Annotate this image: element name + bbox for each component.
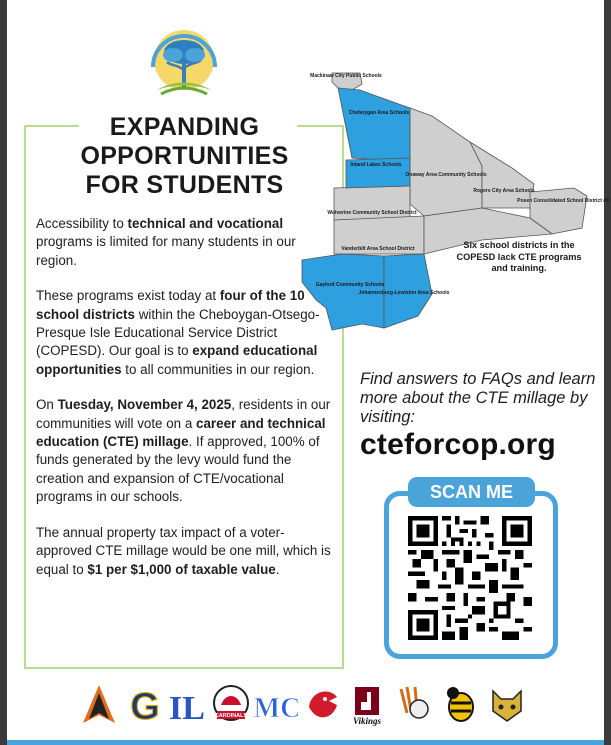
cardinals-logo: [211, 683, 251, 727]
bottom-accent-band: [7, 740, 604, 745]
label-mackinaw-city: Mackinaw City Public Schools: [310, 73, 382, 79]
warrior-logo: [393, 683, 433, 727]
paragraph-programs: These programs exist today at four of the 10 school districts within the Cheboygan-Otsego-Presque Isle Educational Service District (COPESD). Our goal is to expand educational opportunities to all communities in our region.: [36, 288, 320, 377]
map-caption: Six school districts in the COPESD lack CTE programs and training.: [456, 240, 582, 273]
label-gaylord: Gaylord Community Schools: [315, 282, 385, 288]
gaylord-g-logo: [125, 683, 165, 727]
svg-text:Vikings: Vikings: [352, 716, 382, 726]
arrowhead-logo: [79, 683, 119, 727]
tree-logo: [143, 22, 225, 100]
label-onaway: Onaway Area Community Schools: [405, 172, 487, 178]
page-title: [47, 113, 322, 200]
scan-me-label: SCAN ME: [408, 477, 535, 507]
district-map: [282, 68, 609, 338]
title-line-3: FOR STUDENTS: [85, 171, 284, 199]
district-onaway: [410, 108, 482, 216]
label-posen: Posen Consolidated School District #9: [517, 198, 609, 204]
paragraph-accessibility: Accessibility to technical and vocational programs is limited for many students in our region.: [36, 216, 296, 268]
hornet-logo: [439, 683, 479, 727]
pellston-vikings-logo: [347, 683, 387, 727]
label-wolverine: Wolverine Community School District: [327, 210, 417, 216]
wildcat-logo: [487, 683, 527, 727]
paragraph-tax: The annual property tax impact of a voter-approved CTE millage would be one mill, which is equal to $1 per $1,000 of taxable value.: [36, 524, 331, 577]
flyer-page: [7, 0, 609, 745]
label-rogers-city: Rogers City Area Schools: [473, 188, 535, 194]
svg-text:MC: MC: [253, 693, 301, 724]
svg-text:CARDINALS: CARDINALS: [214, 713, 248, 719]
mc-logo: [253, 683, 301, 727]
inland-lakes-logo: [167, 683, 207, 727]
qr-code[interactable]: [408, 516, 532, 640]
district-cheboygan: [338, 88, 410, 160]
title-line-2: OPPORTUNITIES: [80, 142, 289, 170]
website-url[interactable]: cteforcop.org: [360, 428, 556, 461]
faq-text: Find answers to FAQs and learn more about the CTE millage by visiting:: [360, 370, 596, 426]
label-inland-lakes: Inland Lakes Schools: [350, 162, 402, 168]
cardinal-bird-logo: [303, 683, 343, 727]
label-vanderbilt: Vanderbilt Area School District: [341, 246, 415, 252]
paragraph-vote: On Tuesday, November 4, 2025, residents in our communities will vote on a career and technical education (CTE) millage. If approved, 100% of funds generated by the levy would fund the creation and expansion of CTE/vocational programs in our schools.: [36, 397, 331, 505]
svg-text:IL: IL: [169, 690, 205, 727]
svg-text:G: G: [130, 686, 160, 728]
title-line-1: EXPANDING: [109, 113, 260, 141]
label-cheboygan: Cheboygan Area Schools: [348, 110, 410, 116]
label-johannesburg: Johannesburg-Lewiston Area Schools: [358, 290, 450, 296]
